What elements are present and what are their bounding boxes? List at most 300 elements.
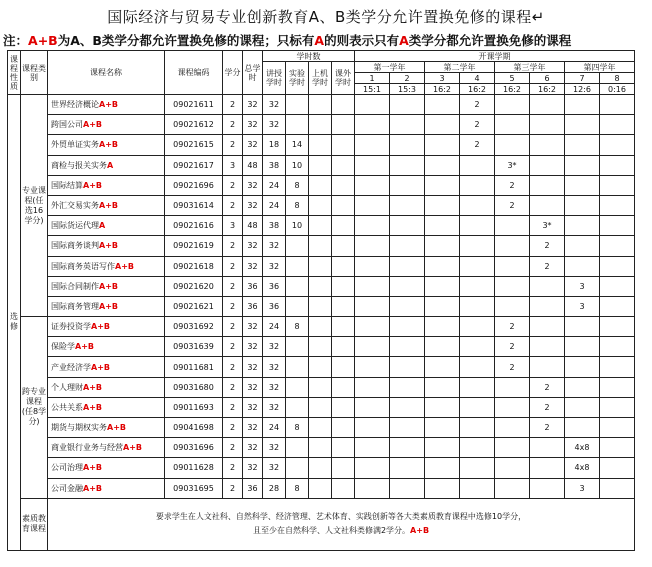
lab-hours: [286, 95, 309, 115]
total-hours: 48: [243, 155, 263, 175]
course-name: 商业银行业务与经营: [51, 443, 123, 453]
semester-4-cell: [460, 195, 495, 215]
semester-3-cell: [425, 357, 460, 377]
course-name-cell: [48, 357, 165, 377]
header-term-6: 6: [530, 73, 565, 84]
semester-3-cell: [425, 317, 460, 337]
total-hours: 48: [243, 216, 263, 236]
semester-6-cell: 2: [530, 236, 565, 256]
semester-8-cell: [600, 256, 635, 276]
category-professional: 专业课程(任选16学分): [21, 95, 48, 317]
table-row: [8, 276, 635, 296]
semester-4-cell: [460, 397, 495, 417]
semester-4-cell: [460, 276, 495, 296]
course-name-cell: [48, 115, 165, 135]
total-hours: 32: [243, 236, 263, 256]
semester-7-cell: [565, 175, 600, 195]
semester-6-cell: [530, 438, 565, 458]
extracurricular-hours: [332, 135, 355, 155]
semester-8-cell: [600, 377, 635, 397]
note-line: [3, 31, 652, 49]
semester-5-cell: 3*: [495, 155, 530, 175]
lab-hours: 8: [286, 175, 309, 195]
semester-4-cell: [460, 317, 495, 337]
table-row: [8, 195, 635, 215]
course-code: 09021612: [165, 115, 223, 135]
course-code: 09041698: [165, 418, 223, 438]
semester-7-cell: [565, 95, 600, 115]
semester-1-cell: [355, 357, 390, 377]
lecture-hours: 32: [263, 95, 286, 115]
extracurricular-hours: [332, 317, 355, 337]
header-weeks-5: 16:2: [495, 84, 530, 95]
semester-4-cell: [460, 478, 495, 498]
semester-2-cell: [390, 95, 425, 115]
table-row: [8, 296, 635, 316]
computer-hours: [309, 458, 332, 478]
semester-3-cell: [425, 236, 460, 256]
semester-5-cell: [495, 236, 530, 256]
requirement-text-2: 且至少在自然科学、人文社科类修满2学分。: [252, 526, 411, 536]
semester-8-cell: [600, 276, 635, 296]
semester-2-cell: [390, 438, 425, 458]
credit: 2: [223, 337, 243, 357]
semester-5-cell: [495, 438, 530, 458]
lab-hours: [286, 458, 309, 478]
credit: 2: [223, 175, 243, 195]
header-year-1: 第一学年: [355, 62, 425, 73]
semester-2-cell: [390, 155, 425, 175]
total-hours: 32: [243, 458, 263, 478]
semester-3-cell: [425, 256, 460, 276]
course-name: 证券投资学: [51, 322, 91, 332]
header-year-3: 第三学年: [495, 62, 565, 73]
semester-2-cell: [390, 135, 425, 155]
lab-hours: [286, 115, 309, 135]
semester-4-cell: 2: [460, 135, 495, 155]
credit: 2: [223, 478, 243, 498]
header-weeks-2: 15:3: [390, 84, 425, 95]
course-name-cell: [48, 397, 165, 417]
semester-3-cell: [425, 276, 460, 296]
lecture-hours: 24: [263, 195, 286, 215]
header-semester-group: 开课学期: [355, 51, 635, 62]
extracurricular-hours: [332, 155, 355, 175]
lecture-hours: 32: [263, 357, 286, 377]
credit-tag: A+B: [91, 322, 110, 332]
semester-4-cell: [460, 438, 495, 458]
course-name: 国际货运代理: [51, 221, 99, 231]
semester-2-cell: [390, 478, 425, 498]
course-table: [7, 50, 635, 551]
total-hours: 32: [243, 317, 263, 337]
semester-2-cell: [390, 216, 425, 236]
computer-hours: [309, 337, 332, 357]
semester-5-cell: [495, 115, 530, 135]
credit: 2: [223, 397, 243, 417]
extracurricular-hours: [332, 95, 355, 115]
semester-5-cell: [495, 397, 530, 417]
semester-6-cell: [530, 115, 565, 135]
course-name: 期货与期权实务: [51, 423, 107, 433]
course-code: 09021615: [165, 135, 223, 155]
semester-6-cell: [530, 155, 565, 175]
extracurricular-hours: [332, 458, 355, 478]
semester-1-cell: [355, 276, 390, 296]
credit-tag: A+B: [123, 443, 142, 453]
course-name: 个人理财: [51, 382, 83, 392]
course-code: 09021621: [165, 296, 223, 316]
semester-7-cell: 3: [565, 276, 600, 296]
lab-hours: 8: [286, 317, 309, 337]
credit: 2: [223, 95, 243, 115]
lecture-hours: 36: [263, 296, 286, 316]
lab-hours: [286, 276, 309, 296]
credit-tag: A+B: [83, 483, 102, 493]
lab-hours: [286, 236, 309, 256]
computer-hours: [309, 478, 332, 498]
lab-hours: [286, 256, 309, 276]
semester-6-cell: [530, 175, 565, 195]
header-credit: 学分: [223, 51, 243, 95]
note-a-tag-1: A: [314, 33, 325, 48]
semester-3-cell: [425, 337, 460, 357]
extracurricular-hours: [332, 397, 355, 417]
computer-hours: [309, 216, 332, 236]
note-ab-tag: A+B: [28, 33, 58, 48]
semester-3-cell: [425, 418, 460, 438]
table-row: [8, 115, 635, 135]
semester-7-cell: [565, 256, 600, 276]
credit: 3: [223, 216, 243, 236]
credit: 2: [223, 115, 243, 135]
course-code: 09021696: [165, 175, 223, 195]
lecture-hours: 24: [263, 175, 286, 195]
extracurricular-hours: [332, 478, 355, 498]
course-name-cell: [48, 216, 165, 236]
course-name: 国际结算: [51, 180, 83, 190]
course-name-cell: [48, 236, 165, 256]
semester-7-cell: [565, 418, 600, 438]
semester-7-cell: [565, 195, 600, 215]
credit: 2: [223, 135, 243, 155]
lab-hours: 14: [286, 135, 309, 155]
semester-8-cell: [600, 317, 635, 337]
semester-6-cell: [530, 317, 565, 337]
course-name-cell: [48, 438, 165, 458]
semester-5-cell: [495, 478, 530, 498]
course-code: 09011628: [165, 458, 223, 478]
course-name-cell: [48, 458, 165, 478]
semester-3-cell: [425, 216, 460, 236]
credit-tag: A+B: [99, 100, 118, 110]
table-row: [8, 155, 635, 175]
semester-5-cell: [495, 458, 530, 478]
course-name-cell: [48, 296, 165, 316]
semester-6-cell: 2: [530, 377, 565, 397]
course-code: 09031695: [165, 478, 223, 498]
requirement-line-1: 要求学生在人文社科、自然科学、经济管理、艺术体育、实践创新等各大类素质教育课程中选修10学分，: [155, 512, 527, 522]
semester-2-cell: [390, 377, 425, 397]
semester-6-cell: [530, 195, 565, 215]
course-code: 09031614: [165, 195, 223, 215]
table-row: [8, 256, 635, 276]
course-name: 国际商务英语写作: [51, 261, 115, 271]
course-name-cell: [48, 155, 165, 175]
semester-4-cell: [460, 256, 495, 276]
semester-3-cell: [425, 296, 460, 316]
semester-8-cell: [600, 418, 635, 438]
semester-1-cell: [355, 195, 390, 215]
semester-3-cell: [425, 95, 460, 115]
credit-tag: A+B: [83, 120, 102, 130]
lab-hours: [286, 397, 309, 417]
computer-hours: [309, 135, 332, 155]
table-row: [8, 377, 635, 397]
semester-1-cell: [355, 95, 390, 115]
table-row: [8, 397, 635, 417]
header-course-name: 课程名称: [48, 51, 165, 95]
semester-4-cell: [460, 216, 495, 236]
course-code: 09031692: [165, 317, 223, 337]
lecture-hours: 32: [263, 377, 286, 397]
semester-7-cell: [565, 377, 600, 397]
total-hours: 32: [243, 357, 263, 377]
semester-6-cell: [530, 95, 565, 115]
total-hours: 32: [243, 397, 263, 417]
semester-5-cell: 2: [495, 317, 530, 337]
semester-8-cell: [600, 397, 635, 417]
credit-tag: A+B: [99, 301, 118, 311]
semester-5-cell: [495, 216, 530, 236]
credit-tag: A+B: [99, 201, 118, 211]
lab-hours: 8: [286, 195, 309, 215]
credit: 2: [223, 195, 243, 215]
semester-3-cell: [425, 438, 460, 458]
header-lecture-hours: 讲授学时: [263, 62, 286, 95]
semester-2-cell: [390, 357, 425, 377]
credit: 2: [223, 418, 243, 438]
course-name: 世界经济概论: [51, 100, 99, 110]
document-title: 国际经济与贸易专业创新教育A、B类学分允许置换免修的课程↵: [107, 8, 545, 26]
semester-4-cell: [460, 155, 495, 175]
semester-2-cell: [390, 115, 425, 135]
semester-4-cell: [460, 418, 495, 438]
course-name-cell: [48, 175, 165, 195]
course-code: 09021620: [165, 276, 223, 296]
extracurricular-hours: [332, 276, 355, 296]
computer-hours: [309, 155, 332, 175]
table-row: [8, 458, 635, 478]
semester-2-cell: [390, 296, 425, 316]
semester-4-cell: [460, 458, 495, 478]
semester-7-cell: 4x8: [565, 458, 600, 478]
extracurricular-hours: [332, 296, 355, 316]
semester-1-cell: [355, 135, 390, 155]
course-name: 跨国公司: [51, 120, 83, 130]
semester-3-cell: [425, 155, 460, 175]
semester-5-cell: 2: [495, 175, 530, 195]
semester-6-cell: [530, 337, 565, 357]
semester-3-cell: [425, 377, 460, 397]
course-name-cell: [48, 276, 165, 296]
lab-hours: [286, 377, 309, 397]
category-quality-education: 素质教育课程: [21, 498, 48, 550]
computer-hours: [309, 357, 332, 377]
total-hours: 32: [243, 195, 263, 215]
table-row: [8, 357, 635, 377]
semester-8-cell: [600, 175, 635, 195]
table-row: [8, 337, 635, 357]
semester-1-cell: [355, 397, 390, 417]
semester-1-cell: [355, 175, 390, 195]
semester-2-cell: [390, 397, 425, 417]
total-hours: 32: [243, 135, 263, 155]
course-code: 09021617: [165, 155, 223, 175]
semester-7-cell: 3: [565, 296, 600, 316]
semester-1-cell: [355, 236, 390, 256]
table-row: [8, 418, 635, 438]
semester-2-cell: [390, 458, 425, 478]
total-hours: 32: [243, 95, 263, 115]
computer-hours: [309, 115, 332, 135]
semester-7-cell: [565, 155, 600, 175]
semester-2-cell: [390, 337, 425, 357]
semester-7-cell: [565, 216, 600, 236]
course-code: 09021616: [165, 216, 223, 236]
credit-tag: A+B: [99, 140, 118, 150]
semester-1-cell: [355, 256, 390, 276]
course-name: 公共关系: [51, 402, 83, 412]
semester-1-cell: [355, 115, 390, 135]
extracurricular-hours: [332, 115, 355, 135]
semester-7-cell: [565, 317, 600, 337]
total-hours: 32: [243, 337, 263, 357]
semester-1-cell: [355, 478, 390, 498]
lab-hours: [286, 438, 309, 458]
credit-tag: A+B: [83, 463, 102, 473]
course-name: 外贸单证实务: [51, 140, 99, 150]
semester-8-cell: [600, 438, 635, 458]
semester-5-cell: [495, 256, 530, 276]
header-term-2: 2: [390, 73, 425, 84]
computer-hours: [309, 276, 332, 296]
semester-7-cell: [565, 135, 600, 155]
header-weeks-7: 12:6: [565, 84, 600, 95]
nature-cell: 选 修: [8, 95, 21, 551]
header-term-7: 7: [565, 73, 600, 84]
semester-8-cell: [600, 155, 635, 175]
header-year-4: 第四学年: [565, 62, 635, 73]
computer-hours: [309, 95, 332, 115]
course-name: 商检与报关实务: [51, 160, 107, 170]
semester-6-cell: [530, 296, 565, 316]
requirement-tag: A+B: [410, 526, 430, 536]
course-name-cell: [48, 95, 165, 115]
course-name: 公司治理: [51, 463, 83, 473]
course-code: 09011681: [165, 357, 223, 377]
extracurricular-hours: [332, 175, 355, 195]
lecture-hours: 28: [263, 478, 286, 498]
credit-tag: A+B: [107, 423, 126, 433]
computer-hours: [309, 195, 332, 215]
semester-4-cell: [460, 357, 495, 377]
extracurricular-hours: [332, 377, 355, 397]
header-total-hours: 总学时: [243, 51, 263, 95]
lab-hours: 8: [286, 478, 309, 498]
note-prefix: 注：: [3, 33, 29, 48]
course-name: 公司金融: [51, 483, 83, 493]
header-weeks-4: 16:2: [460, 84, 495, 95]
semester-1-cell: [355, 377, 390, 397]
lab-hours: [286, 296, 309, 316]
semester-5-cell: [495, 418, 530, 438]
credit-tag: A: [99, 221, 106, 231]
header-term-3: 3: [425, 73, 460, 84]
total-hours: 32: [243, 438, 263, 458]
lecture-hours: 38: [263, 216, 286, 236]
semester-2-cell: [390, 236, 425, 256]
course-name-cell: [48, 317, 165, 337]
header-nature: 课程性质: [8, 51, 21, 95]
lecture-hours: 32: [263, 438, 286, 458]
credit-tag: A+B: [83, 180, 102, 190]
lecture-hours: 32: [263, 337, 286, 357]
semester-6-cell: 2: [530, 397, 565, 417]
semester-8-cell: [600, 115, 635, 135]
header-weeks-3: 16:2: [425, 84, 460, 95]
header-weeks-6: 16:2: [530, 84, 565, 95]
semester-7-cell: [565, 357, 600, 377]
semester-1-cell: [355, 458, 390, 478]
semester-7-cell: 3: [565, 478, 600, 498]
semester-6-cell: [530, 478, 565, 498]
lecture-hours: 32: [263, 458, 286, 478]
lecture-hours: 18: [263, 135, 286, 155]
course-code: 09021619: [165, 236, 223, 256]
table-row: [8, 135, 635, 155]
semester-4-cell: [460, 377, 495, 397]
course-name-cell: [48, 256, 165, 276]
semester-4-cell: [460, 175, 495, 195]
course-name: 国际商务谈判: [51, 241, 99, 251]
table-row: [8, 438, 635, 458]
semester-1-cell: [355, 155, 390, 175]
table-row: [8, 175, 635, 195]
credit: 2: [223, 357, 243, 377]
semester-8-cell: [600, 337, 635, 357]
semester-5-cell: [495, 296, 530, 316]
note-text-3: 类学分都允许置换免修的课程: [408, 33, 572, 48]
note-a-tag-2: A: [399, 33, 409, 48]
lecture-hours: 24: [263, 317, 286, 337]
semester-1-cell: [355, 438, 390, 458]
semester-6-cell: [530, 458, 565, 478]
header-term-1: 1: [355, 73, 390, 84]
lecture-hours: 32: [263, 256, 286, 276]
lab-hours: 10: [286, 216, 309, 236]
course-name: 国际商务管理: [51, 301, 99, 311]
credit: 2: [223, 438, 243, 458]
lab-hours: [286, 337, 309, 357]
table-row: [8, 95, 635, 115]
header-weeks-8: 0:16: [600, 84, 635, 95]
semester-7-cell: [565, 337, 600, 357]
semester-1-cell: [355, 418, 390, 438]
computer-hours: [309, 397, 332, 417]
credit: 2: [223, 296, 243, 316]
header-computer-hours: 上机学时: [309, 62, 332, 95]
